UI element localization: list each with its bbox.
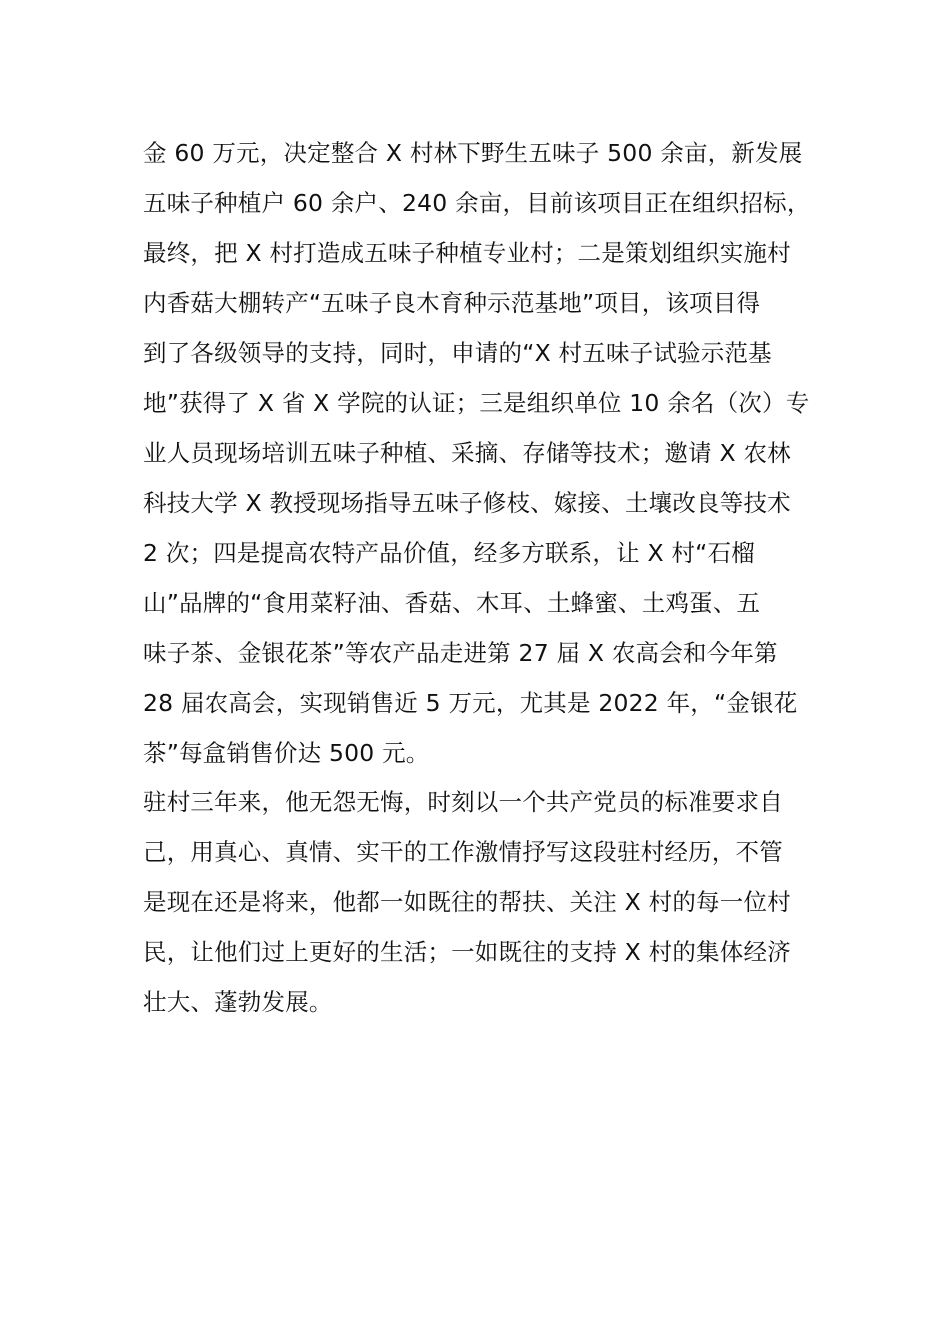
text-line: 己，用真心、真情、实干的工作激情抒写这段驻村经历，不管 xyxy=(143,838,783,866)
text-line: 业人员现场培训五味子种植、采摘、存储等技术；邀请 X 农林 xyxy=(143,439,791,467)
text-line: 驻村三年来，他无怨无悔，时刻以一个共产党员的标准要求自 xyxy=(143,788,783,816)
paragraph-1 xyxy=(143,128,823,778)
text-line: 最终，把 X 村打造成五味子种植专业村；二是策划组织实施村 xyxy=(143,239,791,267)
text-line: 28 届农高会，实现销售近 5 万元，尤其是 2022 年，“金银花 xyxy=(143,689,798,717)
text-line: 到了各级领导的支持，同时，申请的“X 村五味子试验示范基 xyxy=(143,339,772,367)
text-line: 地”获得了 X 省 X 学院的认证；三是组织单位 10 余名（次）专 xyxy=(143,389,810,417)
text-line: 内香菇大棚转产“五味子良木育种示范基地”项目，该项目得 xyxy=(143,289,761,317)
text-line: 是现在还是将来，他都一如既往的帮扶、关注 X 村的每一位村 xyxy=(143,888,791,916)
text-line: 2 次；四是提高农特产品价值，经多方联系，让 X 村“石榴 xyxy=(143,539,755,567)
text-line: 金 60 万元，决定整合 X 村林下野生五味子 500 余亩，新发展 xyxy=(143,139,803,167)
text-line: 民，让他们过上更好的生活；一如既往的支持 X 村的集体经济 xyxy=(143,938,791,966)
text-line: 山”品牌的“食用菜籽油、香菇、木耳、土蜂蜜、土鸡蛋、五 xyxy=(143,589,761,617)
paragraph-2 xyxy=(143,777,823,1027)
text-line: 茶”每盒销售价达 500 元。 xyxy=(143,739,430,767)
text-line: 五味子种植户 60 余户、240 余亩，目前该项目正在组织招标， xyxy=(143,189,811,217)
text-line: 味子茶、金银花茶”等农产品走进第 27 届 X 农高会和今年第 xyxy=(143,639,778,667)
text-line: 科技大学 X 教授现场指导五味子修枝、嫁接、土壤改良等技术 xyxy=(143,489,791,517)
text-line: 壮大、蓬勃发展。 xyxy=(143,988,333,1016)
